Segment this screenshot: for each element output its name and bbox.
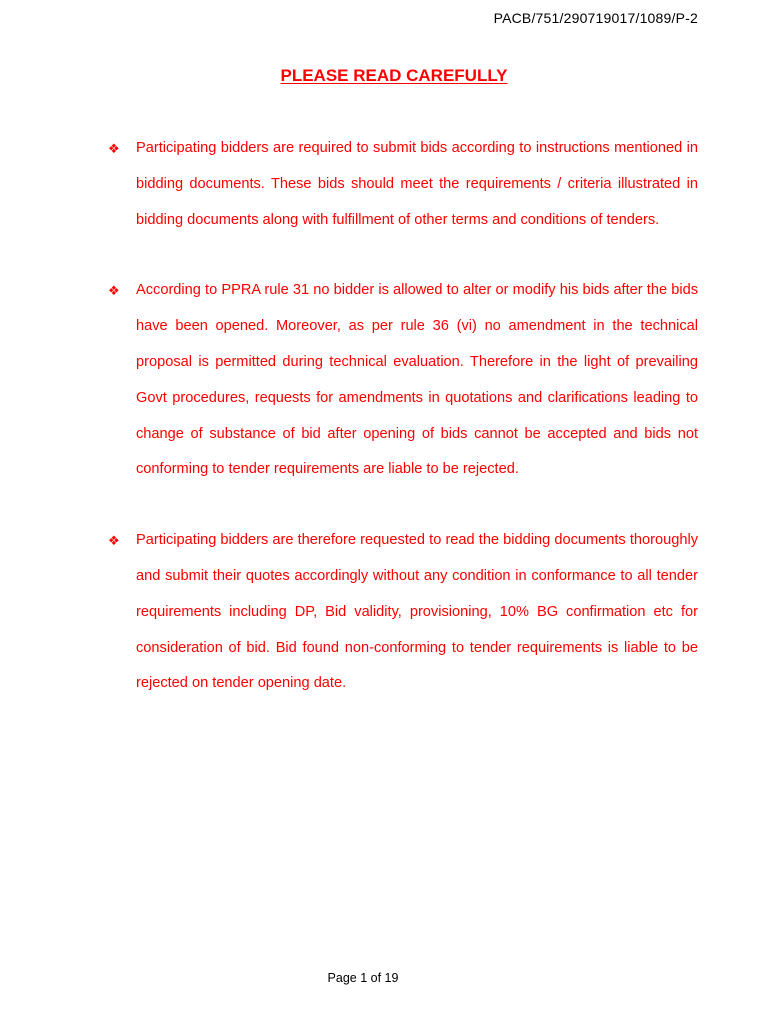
- page-number: Page 1 of 19: [327, 971, 399, 985]
- instruction-text: According to PPRA rule 31 no bidder is allowed to alter or modify his bids after the bids have been opened. Moreover, as per rule 36 (vi) no amendment in the technical proposal is permitted during technical evaluation. Therefore in the light of prevailing Govt procedures, requests for amendments in quotations and clarifications leading to change of substance of bid after opening of bids cannot be accepted and bids not conforming to tender requirements are liable to be rejected.: [136, 282, 698, 478]
- instruction-item-3: [108, 523, 698, 702]
- instruction-item-1: [108, 131, 698, 238]
- instruction-list: [108, 131, 698, 702]
- diamond-bullet-icon: ❖: [108, 283, 120, 299]
- instruction-text: Participating bidders are therefore requested to read the bidding documents thoroughly and submit their quotes accordingly without any condition in conformance to all tender requirements including DP, Bid validity, provisioning, 10% BG confirmation etc for consideration of bid. Bid found non-conforming to tender requirements is liable to be rejected on tender opening date.: [136, 532, 698, 692]
- reference-number: PACB/751/290719017/1089/P-2: [493, 10, 698, 26]
- diamond-bullet-icon: ❖: [108, 141, 120, 156]
- page-title: PLEASE READ CAREFULLY: [280, 66, 508, 85]
- instruction-item-2: [108, 273, 698, 488]
- instruction-text: Participating bidders are required to submit bids according to instructions mentioned in bidding documents. These bids should meet the requirements / criteria illustrated in bidding documents along with fulfillment of other terms and conditions of tenders.: [136, 140, 698, 228]
- diamond-bullet-icon: ❖: [108, 533, 120, 549]
